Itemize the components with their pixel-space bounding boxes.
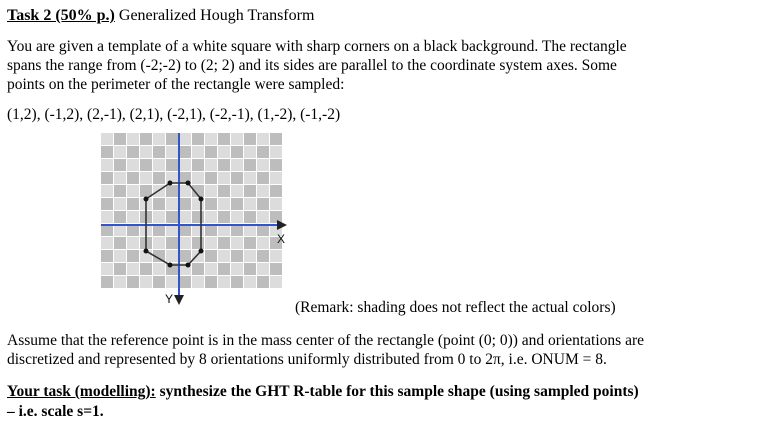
grid-cell: [244, 237, 256, 249]
intro-paragraph: [7, 37, 763, 94]
grid-cell: [192, 146, 204, 158]
grid-cell: [231, 146, 243, 158]
grid-cell: [101, 185, 113, 197]
sample-point: [144, 249, 149, 254]
grid-cell: [153, 159, 165, 171]
grid-cell: [140, 146, 152, 158]
grid-cell: [127, 185, 139, 197]
grid-cell: [270, 159, 282, 171]
grid-cell: [153, 276, 165, 288]
grid-cell: [140, 172, 152, 184]
grid-cell: [179, 211, 191, 223]
grid-cell: [140, 276, 152, 288]
grid-cell: [179, 185, 191, 197]
grid-cell: [140, 159, 152, 171]
grid-cell: [270, 250, 282, 262]
grid-cell: [257, 263, 269, 275]
grid-cell: [205, 159, 217, 171]
grid-cell: [114, 133, 126, 145]
grid-cell: [205, 198, 217, 210]
grid-cell: [114, 146, 126, 158]
grid-cell: [114, 198, 126, 210]
grid-cell: [205, 237, 217, 249]
grid-cell: [101, 211, 113, 223]
grid-cell: [127, 250, 139, 262]
grid-cell: [218, 172, 230, 184]
grid-cell: [140, 133, 152, 145]
grid-cell: [257, 237, 269, 249]
shading-remark: (Remark: shading does not reflect the actual colors): [295, 299, 616, 316]
grid-cell: [244, 159, 256, 171]
checkerboard-background: [101, 133, 282, 288]
sample-point: [144, 197, 149, 202]
grid-cell: [218, 185, 230, 197]
grid-cell: [218, 146, 230, 158]
grid-cell: [218, 133, 230, 145]
sample-point: [186, 181, 191, 186]
grid-cell: [205, 211, 217, 223]
assumption-line-2: discretized and represented by 8 orientations uniformly distributed from 0 to 2π, i.e. ONUM = 8.: [7, 351, 607, 368]
grid-cell: [270, 276, 282, 288]
grid-cell: [205, 133, 217, 145]
grid-cell: [218, 263, 230, 275]
intro-line-1: You are given a template of a white square with sharp corners on a black background. The rectangle: [7, 38, 627, 55]
grid-cell: [231, 198, 243, 210]
grid-cell: [140, 263, 152, 275]
grid-cell: [257, 250, 269, 262]
grid-cell: [244, 211, 256, 223]
sample-point: [199, 197, 204, 202]
intro-line-3: points on the perimeter of the rectangle were sampled:: [7, 76, 345, 93]
grid-cell: [192, 159, 204, 171]
grid-cell: [205, 276, 217, 288]
task-instruction-line-2: – i.e. scale s=1.: [7, 403, 104, 420]
grid-cell: [101, 133, 113, 145]
grid-cell: [257, 276, 269, 288]
grid-cell: [127, 276, 139, 288]
task-title: [7, 6, 314, 25]
grid-cell: [231, 133, 243, 145]
sampled-points: (1,2), (-1,2), (2,-1), (2,1), (-2,1), (-2,-1), (1,-2), (-1,-2): [7, 106, 341, 123]
grid-cell: [127, 146, 139, 158]
grid-cell: [231, 159, 243, 171]
task-instruction-lead: Your task (modelling):: [7, 383, 156, 400]
grid-cell: [218, 211, 230, 223]
grid-cell: [127, 133, 139, 145]
grid-cell: [127, 263, 139, 275]
grid-cell: [140, 185, 152, 197]
grid-cell: [101, 159, 113, 171]
grid-cell: [244, 185, 256, 197]
grid-cell: [244, 198, 256, 210]
grid-cell: [244, 263, 256, 275]
grid-cell: [101, 198, 113, 210]
grid-cell: [270, 185, 282, 197]
grid-cell: [257, 146, 269, 158]
grid-cell: [231, 250, 243, 262]
task-instruction: [7, 382, 639, 401]
grid-cell: [114, 250, 126, 262]
sample-point: [168, 181, 173, 186]
grid-cell: [218, 237, 230, 249]
grid-cell: [270, 172, 282, 184]
grid-cell: [218, 250, 230, 262]
grid-cell: [205, 146, 217, 158]
grid-cell: [270, 198, 282, 210]
grid-cell: [179, 250, 191, 262]
grid-cell: [101, 250, 113, 262]
grid-cell: [166, 250, 178, 262]
grid-cell: [166, 133, 178, 145]
grid-cell: [270, 263, 282, 275]
grid-cell: [153, 172, 165, 184]
grid-cell: [153, 237, 165, 249]
grid-cell: [192, 133, 204, 145]
grid-cell: [101, 237, 113, 249]
grid-cell: [166, 146, 178, 158]
grid-cell: [192, 172, 204, 184]
grid-cell: [127, 159, 139, 171]
grid-cell: [257, 198, 269, 210]
grid-cell: [231, 276, 243, 288]
grid-cell: [205, 250, 217, 262]
grid-cell: [218, 276, 230, 288]
grid-cell: [257, 211, 269, 223]
grid-cell: [101, 146, 113, 158]
grid-cell: [101, 172, 113, 184]
grid-cell: [244, 250, 256, 262]
grid-cell: [101, 276, 113, 288]
grid-cell: [166, 198, 178, 210]
grid-cell: [257, 185, 269, 197]
grid-cell: [127, 198, 139, 210]
sample-point: [168, 263, 173, 268]
grid-cell: [205, 172, 217, 184]
grid-cell: [231, 185, 243, 197]
grid-cell: [114, 276, 126, 288]
grid-cell: [179, 198, 191, 210]
grid-cell: [244, 133, 256, 145]
grid-cell: [179, 133, 191, 145]
grid-cell: [153, 198, 165, 210]
grid-cell: [270, 211, 282, 223]
grid-cell: [153, 146, 165, 158]
grid-cell: [231, 263, 243, 275]
grid-cell: [218, 198, 230, 210]
grid-cell: [179, 159, 191, 171]
grid-cell: [192, 276, 204, 288]
assumption-line-1: Assume that the reference point is in the mass center of the rectangle (point (0; 0)) and orientations are: [7, 332, 644, 349]
grid-cell: [192, 263, 204, 275]
grid-cell: [179, 276, 191, 288]
grid-cell: [257, 133, 269, 145]
grid-cell: [127, 172, 139, 184]
grid-cell: [127, 237, 139, 249]
grid-cell: [205, 185, 217, 197]
intro-line-2: spans the range from (-2;-2) to (2; 2) and its sides are parallel to the coordinate system axes. Some: [7, 57, 617, 74]
grid-cell: [231, 172, 243, 184]
grid-cell: [244, 276, 256, 288]
grid-cell: [166, 276, 178, 288]
grid-cell: [205, 263, 217, 275]
grid-cell: [257, 172, 269, 184]
grid-cell: [192, 211, 204, 223]
grid-cell: [179, 146, 191, 158]
grid-cell: [114, 172, 126, 184]
grid-cell: [127, 211, 139, 223]
grid-cell: [231, 237, 243, 249]
grid-cell: [244, 172, 256, 184]
sample-point: [199, 249, 204, 254]
grid-cell: [166, 159, 178, 171]
x-axis-label: X: [277, 232, 286, 246]
grid-cell: [101, 263, 113, 275]
grid-cell: [114, 237, 126, 249]
grid-cell: [114, 211, 126, 223]
task-title-rest: Generalized Hough Transform: [114, 7, 315, 24]
sample-point: [186, 263, 191, 268]
grid-cell: [114, 185, 126, 197]
grid-cell: [244, 146, 256, 158]
grid-cell: [166, 185, 178, 197]
task-title-lead: Task 2 (50% p.): [7, 7, 115, 24]
grid-cell: [179, 237, 191, 249]
y-axis-arrow: [174, 295, 184, 305]
grid-cell: [166, 237, 178, 249]
grid-cell: [270, 146, 282, 158]
y-axis-label: Y: [165, 292, 174, 306]
grid-cell: [114, 263, 126, 275]
task-instruction-rest: synthesize the GHT R-table for this sample shape (using sampled points): [155, 383, 639, 400]
grid-cell: [270, 133, 282, 145]
grid-cell: [218, 159, 230, 171]
grid-cell: [153, 133, 165, 145]
assumption-paragraph: [7, 331, 763, 369]
grid-cell: [166, 211, 178, 223]
grid-cell: [153, 211, 165, 223]
grid-cell: [231, 211, 243, 223]
grid-cell: [257, 159, 269, 171]
grid-cell: [114, 159, 126, 171]
coordinate-figure: [101, 133, 293, 313]
grid-cell: [153, 263, 165, 275]
grid-cell: [192, 237, 204, 249]
